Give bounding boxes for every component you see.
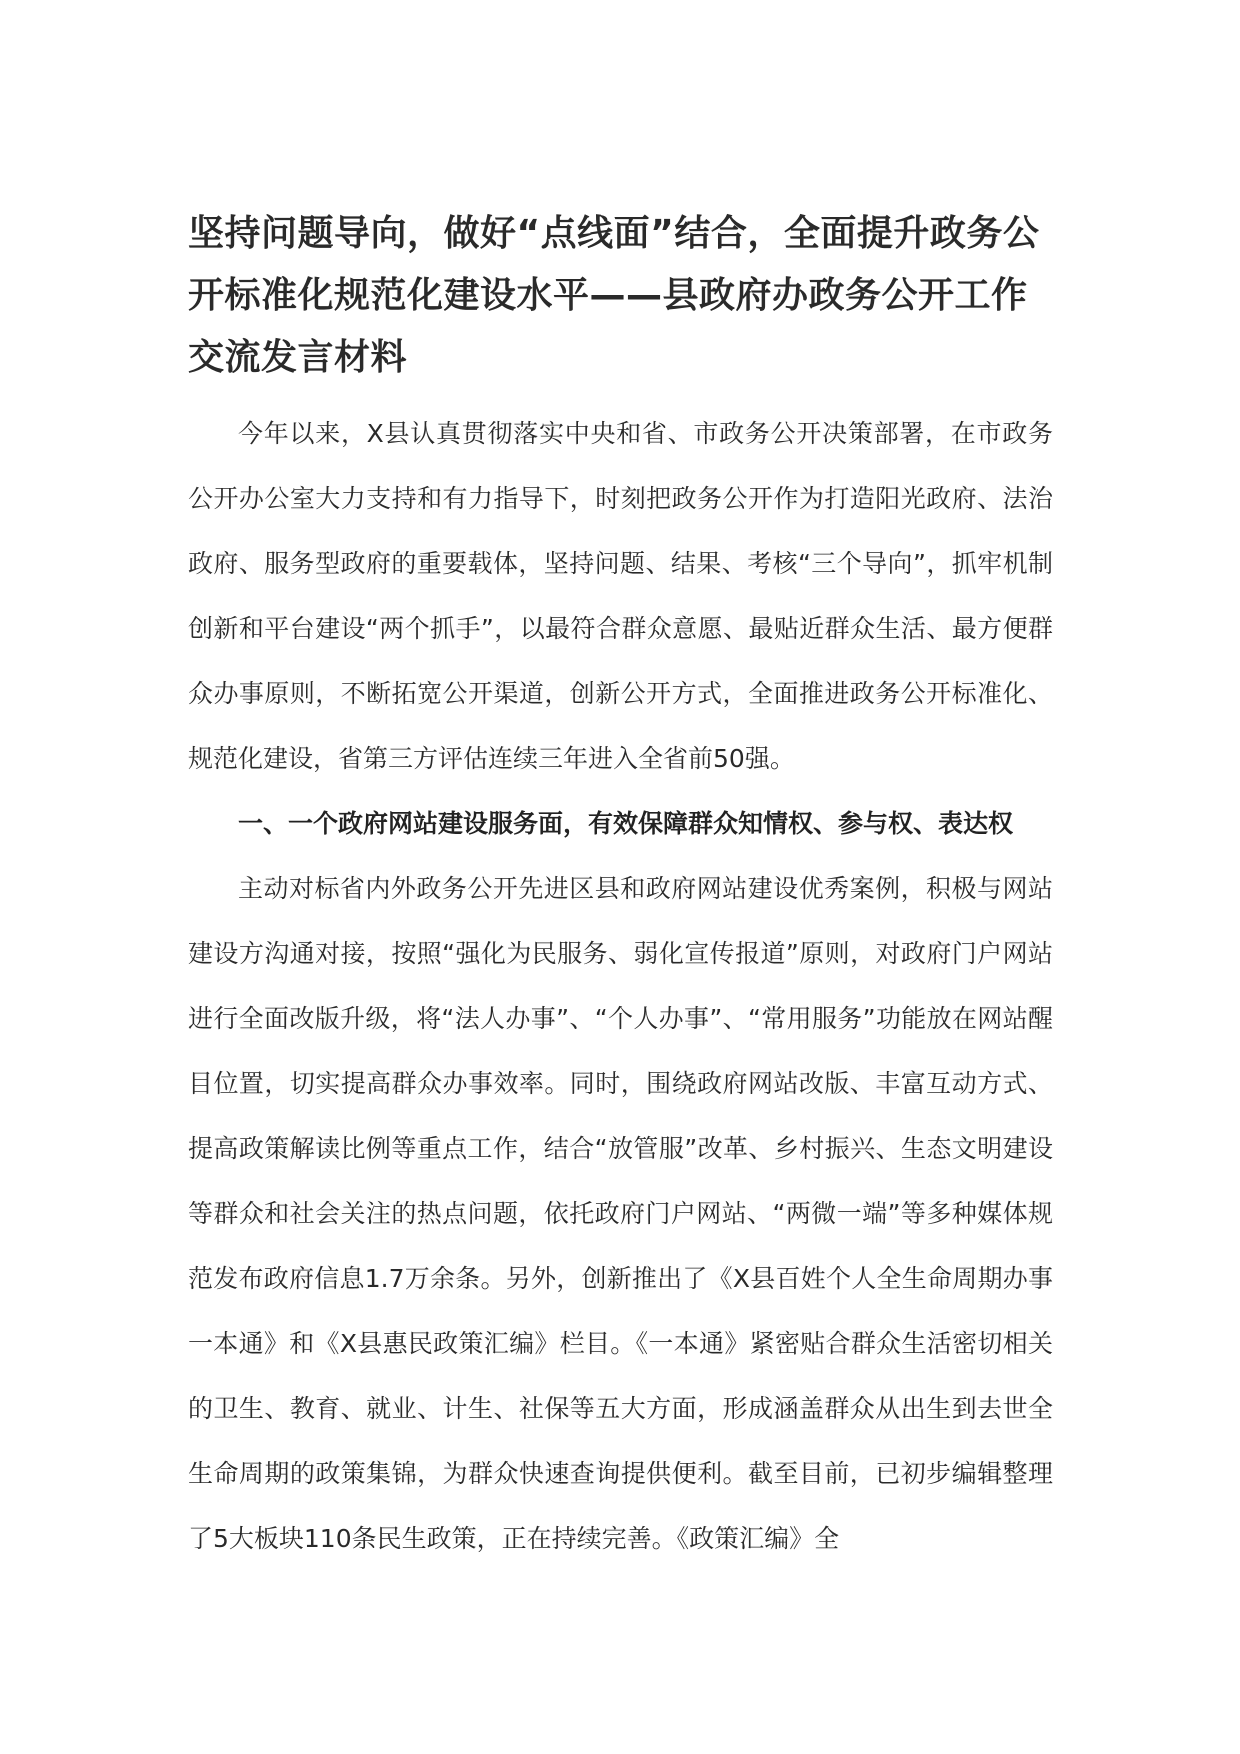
section-heading-1: 一、一个政府网站建设服务面，有效保障群众知情权、参与权、表达权 xyxy=(238,809,1014,838)
intro-paragraph: 今年以来，X县认真贯彻落实中央和省、市政务公开决策部署，在市政务公开办公室大力支持和有力指导下，时刻把政务公开作为打造阳光政府、法治政府、服务型政府的重要载体，坚持问题、结果、考核“三个导向”，抓牢机制创新和平台建设“两个抓手”，以最符合群众意愿、最贴近群众生活、最方便群众办事原则，不断拓宽公开渠道，创新公开方式，全面推进政务公开标准化、规范化建设，省第三方评估连续三年进入全省前50强。 xyxy=(188,419,1053,773)
document-title: 坚持问题导向，做好“点线面”结合，全面提升政务公开标准化规范化建设水平——县政府办政务公开工作交流发言材料 xyxy=(188,213,1040,378)
section-1-paragraph: 主动对标省内外政务公开先进区县和政府网站建设优秀案例，积极与网站建设方沟通对接，按照“强化为民服务、弱化宣传报道”原则，对政府门户网站进行全面改版升级，将“法人办事”、“个人办事”、“常用服务”功能放在网站醒目位置，切实提高群众办事效率。同时，围绕政府网站改版、丰富互动方式、提高政策解读比例等重点工作，结合“放管服”改革、乡村振兴、生态文明建设等群众和社会关注的热点问题，依托政府门户网站、“两微一端”等多种媒体规范发布政府信息1.7万余条。另外，创新推出了《X县百姓个人全生命周期办事一本通》和《X县惠民政策汇编》栏目。《一本通》紧密贴合群众生活密切相关的卫生、教育、就业、计生、社保等五大方面，形成涵盖群众从出生到去世全生命周期的政策集锦，为群众快速查询提供便利。截至目前，已初步编辑整理了5大板块110条民生政策，正在持续完善。《政策汇编》全 xyxy=(188,874,1053,1553)
document-body xyxy=(188,203,1053,1571)
